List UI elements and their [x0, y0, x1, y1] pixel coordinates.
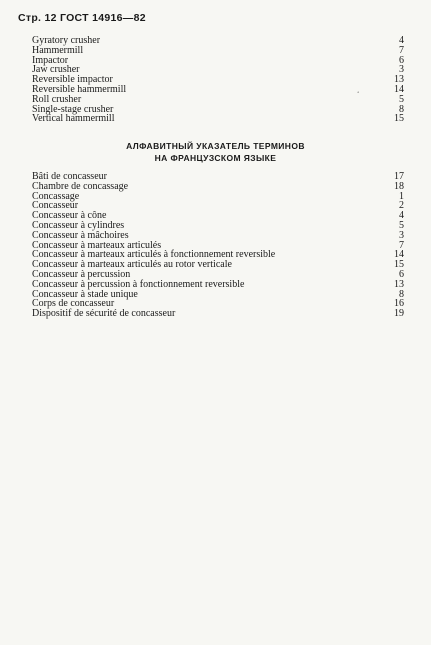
term-number: 7 — [399, 239, 404, 251]
term-number: 16 — [394, 298, 404, 310]
term: Jaw crusher — [32, 64, 80, 76]
term: Impactor — [32, 54, 69, 66]
term-number: 14 — [394, 249, 404, 261]
term: Concasseur à stade unique — [32, 288, 138, 300]
term: Reversible hammermill — [32, 83, 127, 95]
term-number: 8 — [399, 288, 404, 300]
term-number: 3 — [399, 64, 404, 76]
term: Roll crusher — [32, 93, 82, 105]
term-number: 15 — [394, 113, 404, 125]
term-number: 19 — [394, 308, 404, 320]
term: Hammermill — [32, 44, 84, 56]
term: Concasseur à cône — [32, 210, 107, 222]
term-number: 6 — [399, 268, 404, 280]
section-title-line-1: АЛФАВИТНЫЙ УКАЗАТЕЛЬ ТЕРМИНОВ — [126, 141, 305, 151]
term-number: 3 — [399, 229, 404, 241]
term: Concasseur à marteaux articulés à fonctionnement reversible — [32, 249, 276, 261]
page-header: Стр. 12 ГОСТ 14916—82 — [18, 12, 146, 24]
term-number: 2 — [399, 200, 404, 212]
french-term-index — [32, 172, 404, 319]
term-number: 7 — [399, 44, 404, 56]
term: Chambre de concassage — [32, 180, 129, 192]
term: Reversible impactor — [32, 74, 113, 86]
term-number: 15 — [394, 259, 404, 271]
index-row — [32, 182, 404, 192]
term-number: 1 — [399, 190, 404, 202]
section-title — [0, 140, 431, 164]
term: Gyratory crusher — [32, 35, 101, 46]
index-row — [32, 309, 404, 319]
term-number: 5 — [399, 93, 404, 105]
term: Concasseur à percussion — [32, 268, 131, 280]
term: Bâti de concasseur — [32, 171, 107, 182]
term: Concasseur à marteaux articulés — [32, 239, 162, 251]
term: Vertical hammermill — [32, 113, 115, 125]
english-term-index — [32, 36, 404, 124]
term-number: 8 — [399, 103, 404, 115]
term-number: 6 — [399, 54, 404, 66]
term-number: 4 — [399, 35, 404, 46]
section-title-line-2: НА ФРАНЦУЗСКОМ ЯЗЫКЕ — [154, 153, 277, 163]
index-row — [32, 56, 404, 66]
term: Concasseur à percussion à fonctionnement reversible — [32, 278, 245, 290]
term: Concasseur — [32, 200, 79, 212]
term: Concassage — [32, 190, 80, 202]
index-row — [32, 85, 404, 95]
index-row — [32, 46, 404, 56]
index-row — [32, 114, 404, 124]
term: Concasseur à marteaux articulés au rotor verticale — [32, 259, 232, 271]
term-number: 4 — [399, 210, 404, 222]
index-row — [32, 192, 404, 202]
term-number: 14 — [394, 83, 404, 95]
term: Concasseur à mâchoires — [32, 229, 129, 241]
stray-mark: ʻ — [357, 90, 360, 98]
term-number: 13 — [394, 278, 404, 290]
term: Concasseur à cylindres — [32, 219, 125, 231]
term: Corps de concasseur — [32, 298, 115, 310]
term-number: 13 — [394, 74, 404, 86]
term-number: 17 — [394, 171, 404, 182]
term-number: 5 — [399, 219, 404, 231]
term: Dispositif de sécurité de concasseur — [32, 308, 176, 320]
index-row — [32, 36, 404, 46]
term: Single-stage crusher — [32, 103, 114, 115]
term-number: 18 — [394, 180, 404, 192]
